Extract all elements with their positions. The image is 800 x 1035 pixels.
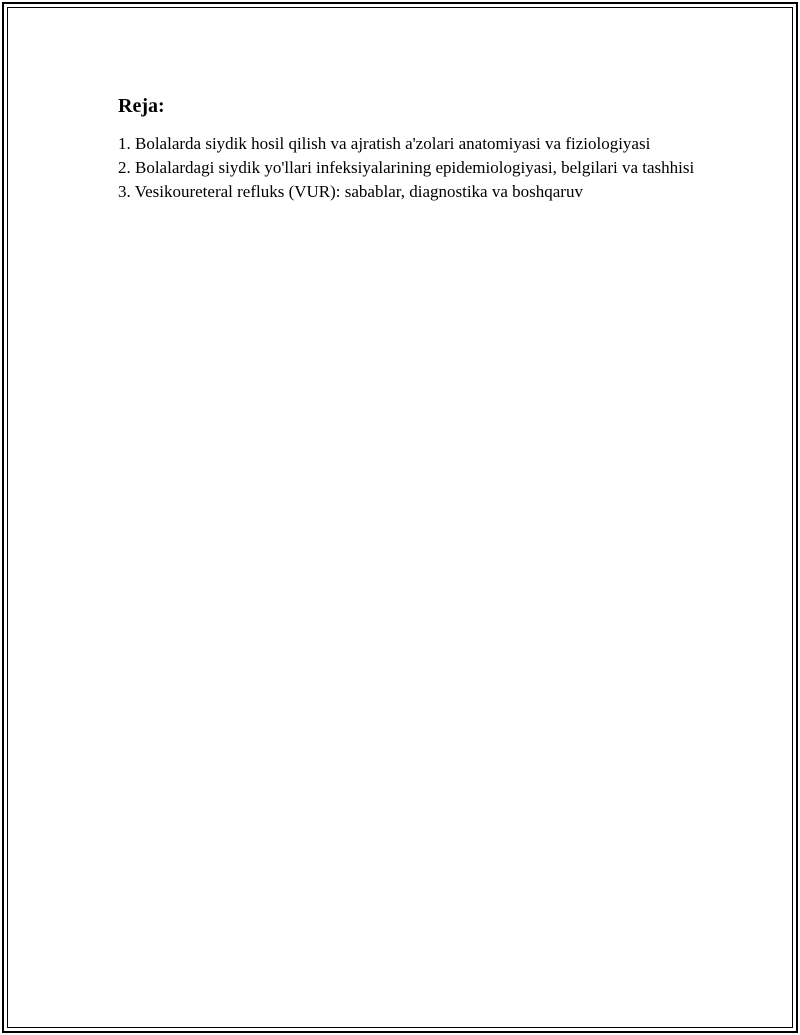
plan-item-1: 1. Bolalarda siydik hosil qilish va ajratish a'zolari anatomiyasi va fiziologiyasi: [118, 134, 651, 153]
plan-item-3: 3. Vesikoureteral refluks (VUR): sabablar, diagnostika va boshqaruv: [118, 182, 583, 201]
plan-heading: Reja:: [118, 95, 165, 117]
plan-list: [118, 132, 698, 204]
page-content: [118, 92, 698, 204]
plan-item-2: 2. Bolalardagi siydik yo'llari infeksiyalarining epidemiologiyasi, belgilari va tashhisi: [118, 158, 695, 177]
